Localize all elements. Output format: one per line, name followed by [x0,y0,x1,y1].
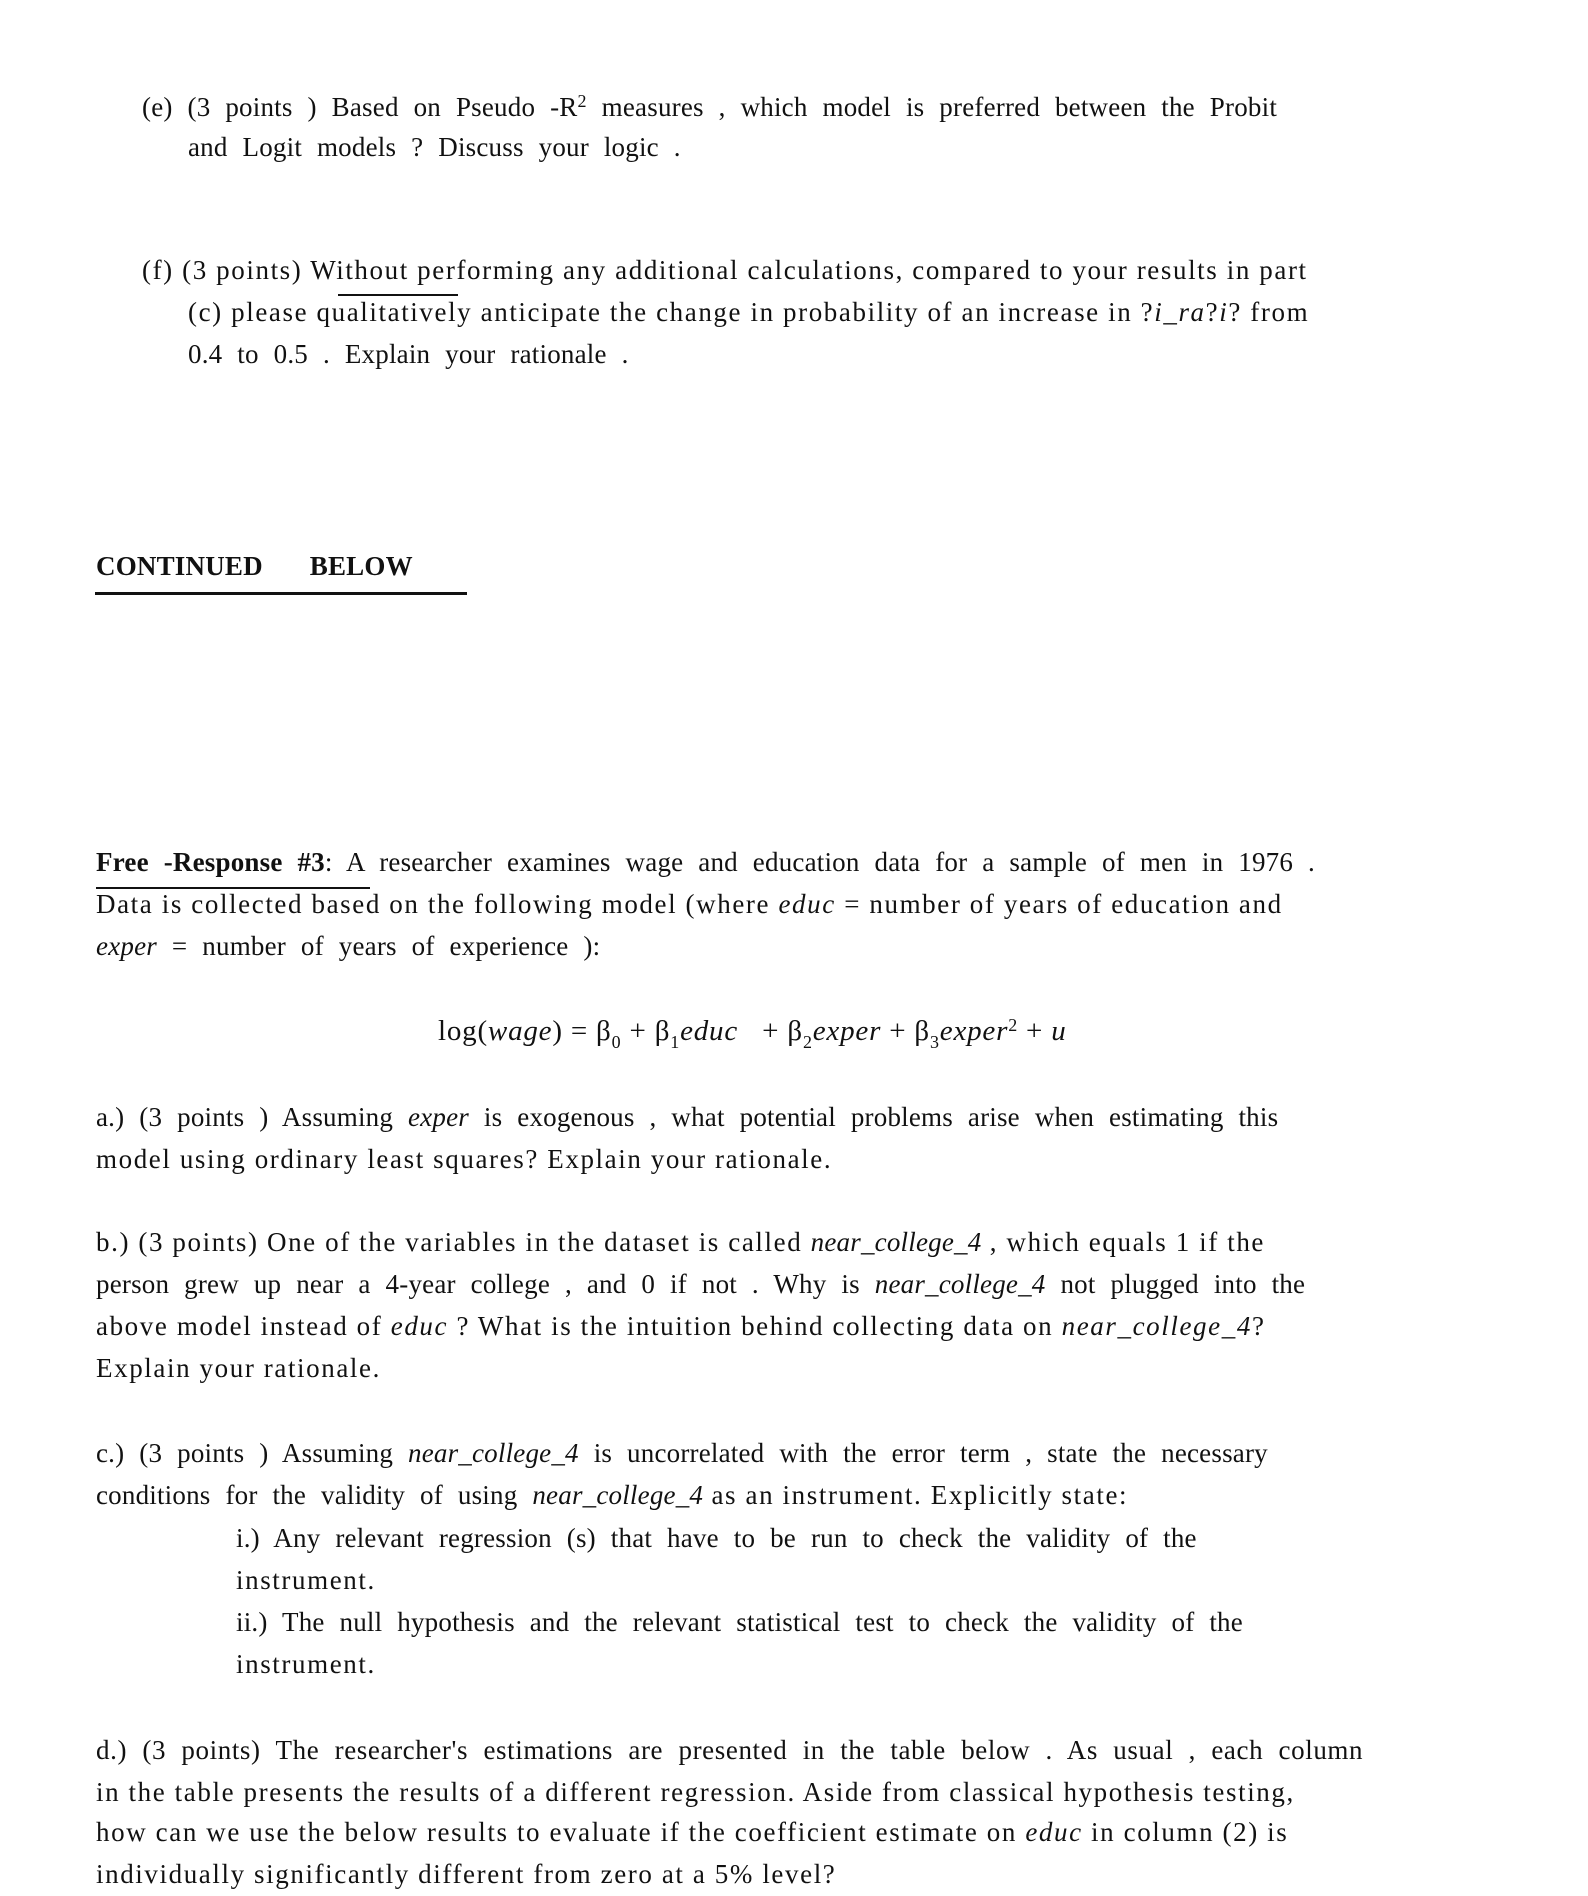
question-e-text-cont: measures , which model is preferred between the Probit [586,92,1278,122]
q3b-line-3 [96,1310,1266,1342]
q3d-line-4: individually significantly different from zero at a 5% level? [96,1859,837,1889]
continued-below-underline [95,592,467,595]
variable-i-ra: i_ra [1154,297,1206,327]
q3a-line-1 [96,1101,1278,1133]
q3c-text-end: is uncorrelated with the error term , state the necessary [578,1438,1268,1468]
continued-below-label: CONTINUED BELOW [96,551,413,581]
q3b-text-2: person grew up near a 4-year college , and 0 if not . Why is [96,1269,875,1299]
eq-educ: educ [680,1015,739,1047]
q3d-line-1: d.) (3 points) The researcher's estimations are presented in the table below . As usual , each column [96,1735,1364,1765]
q3b-text: b.) (3 points) One of the variables in the dataset is called [96,1227,811,1257]
q3-intro2-text-end: = number of years of education and [835,889,1283,919]
eq-beta0: ) = β [552,1015,612,1047]
question-f-mark: ? [1205,297,1220,327]
question-f-text-end: ? from [1228,297,1310,327]
q3b-line-4: Explain your rationale. [96,1353,381,1383]
q3d-text-end: in column (2) is [1082,1817,1289,1847]
q3c-near-college-2: near_college_4 [532,1480,704,1510]
eq-sub-0: 0 [611,1032,622,1052]
variable-i: i [1219,297,1229,327]
eq-sub-3: 3 [929,1032,940,1052]
question-e-line-1 [142,91,1277,123]
q3d-line-2: in the table presents the results of a different regression. Aside from classical hypothesis testing, [96,1777,1295,1807]
q3b-line-1 [96,1226,1265,1258]
q3b-text-3-end: ? [1251,1311,1266,1341]
eq-sup-2: 2 [1008,1015,1018,1035]
eq-beta3: + β [881,1015,930,1047]
eq-log: log( [438,1015,488,1047]
q3-intro2-text: Data is collected based on the following model (where [96,889,779,919]
eq-plus: + [1018,1015,1052,1047]
q3b-text-2-end: not plugged into the [1045,1269,1306,1299]
eq-beta2: + β [754,1015,803,1047]
q3-heading: Free -Response #3 [96,847,325,877]
variable-exper: exper [96,931,157,961]
q3b-text-3-mid: ? What is the intuition behind collecting data on [448,1311,1062,1341]
question-f-text: (c) please qualitatively anticipate the change in probability of an increase in ? [188,297,1155,327]
q3a-line-2: model using ordinary least squares? Explain your rationale. [96,1144,833,1174]
q3-intro3-text: = number of years of experience ): [156,931,601,961]
eq-exper-squared: exper [939,1015,1009,1047]
q3b-educ: educ [390,1311,449,1341]
eq-exper: exper [812,1015,882,1047]
eq-sub-1: 1 [670,1032,681,1052]
question-e-text: (e) (3 points ) Based on Pseudo -R [142,92,578,122]
q3d-educ: educ [1025,1817,1083,1847]
wage-equation [438,1014,1067,1052]
q3c-item-i-line-1: i.) Any relevant regression (s) that have to be run to check the validity of the [236,1523,1197,1553]
question-f-line-2 [188,296,1309,328]
question-f-line-1: (f) (3 points) Without performing any additional calculations, compared to your results in part [142,255,1308,285]
q3c-line-2 [96,1479,1128,1511]
eq-sub-2: 2 [802,1032,813,1052]
q3a-text: a.) (3 points ) Assuming [96,1102,408,1132]
question-e-line-2: and Logit models ? Discuss your logic . [188,132,681,162]
q3b-near-college-3: near_college_4 [1061,1311,1252,1341]
eq-beta1: + β [621,1015,671,1047]
q3c-text: c.) (3 points ) Assuming [96,1438,408,1468]
variable-educ: educ [778,889,836,919]
q3c-item-i-line-2: instrument. [236,1565,376,1595]
q3a-text-end: is exogenous , what potential problems arise when estimating this [468,1102,1279,1132]
q3d-text: how can we use the below results to evaluate if the coefficient estimate on [96,1817,1026,1847]
r-squared-exponent: 2 [577,91,587,111]
q3c-text-2-end: as an instrument. Explicitly state: [703,1480,1129,1510]
q3-intro-line-1 [96,846,1315,878]
q3b-text-3: above model instead of [96,1311,391,1341]
q3c-near-college: near_college_4 [408,1438,579,1468]
q3-intro-text: : A researcher examines wage and education data for a sample of men in 1976 . [324,847,1315,877]
q3c-item-ii-line-2: instrument. [236,1649,376,1679]
q3c-text-2: conditions for the validity of using [96,1480,533,1510]
q3-intro-line-2 [96,888,1283,920]
q3-intro-line-3 [96,930,600,962]
q3c-line-1 [96,1437,1268,1469]
q3c-item-ii-line-1: ii.) The null hypothesis and the relevant statistical test to check the validity of the [236,1607,1243,1637]
q3b-near-college-2: near_college_4 [874,1269,1046,1299]
question-f-line-3: 0.4 to 0.5 . Explain your rationale . [188,339,629,369]
eq-error-u: u [1051,1015,1067,1047]
eq-wage: wage [487,1015,553,1047]
q3d-line-3 [96,1816,1288,1848]
q3b-text-end: , which equals 1 if the [981,1227,1266,1257]
q3a-exper: exper [408,1102,469,1132]
q3b-line-2 [96,1268,1305,1300]
q3b-near-college: near_college_4 [810,1227,982,1257]
